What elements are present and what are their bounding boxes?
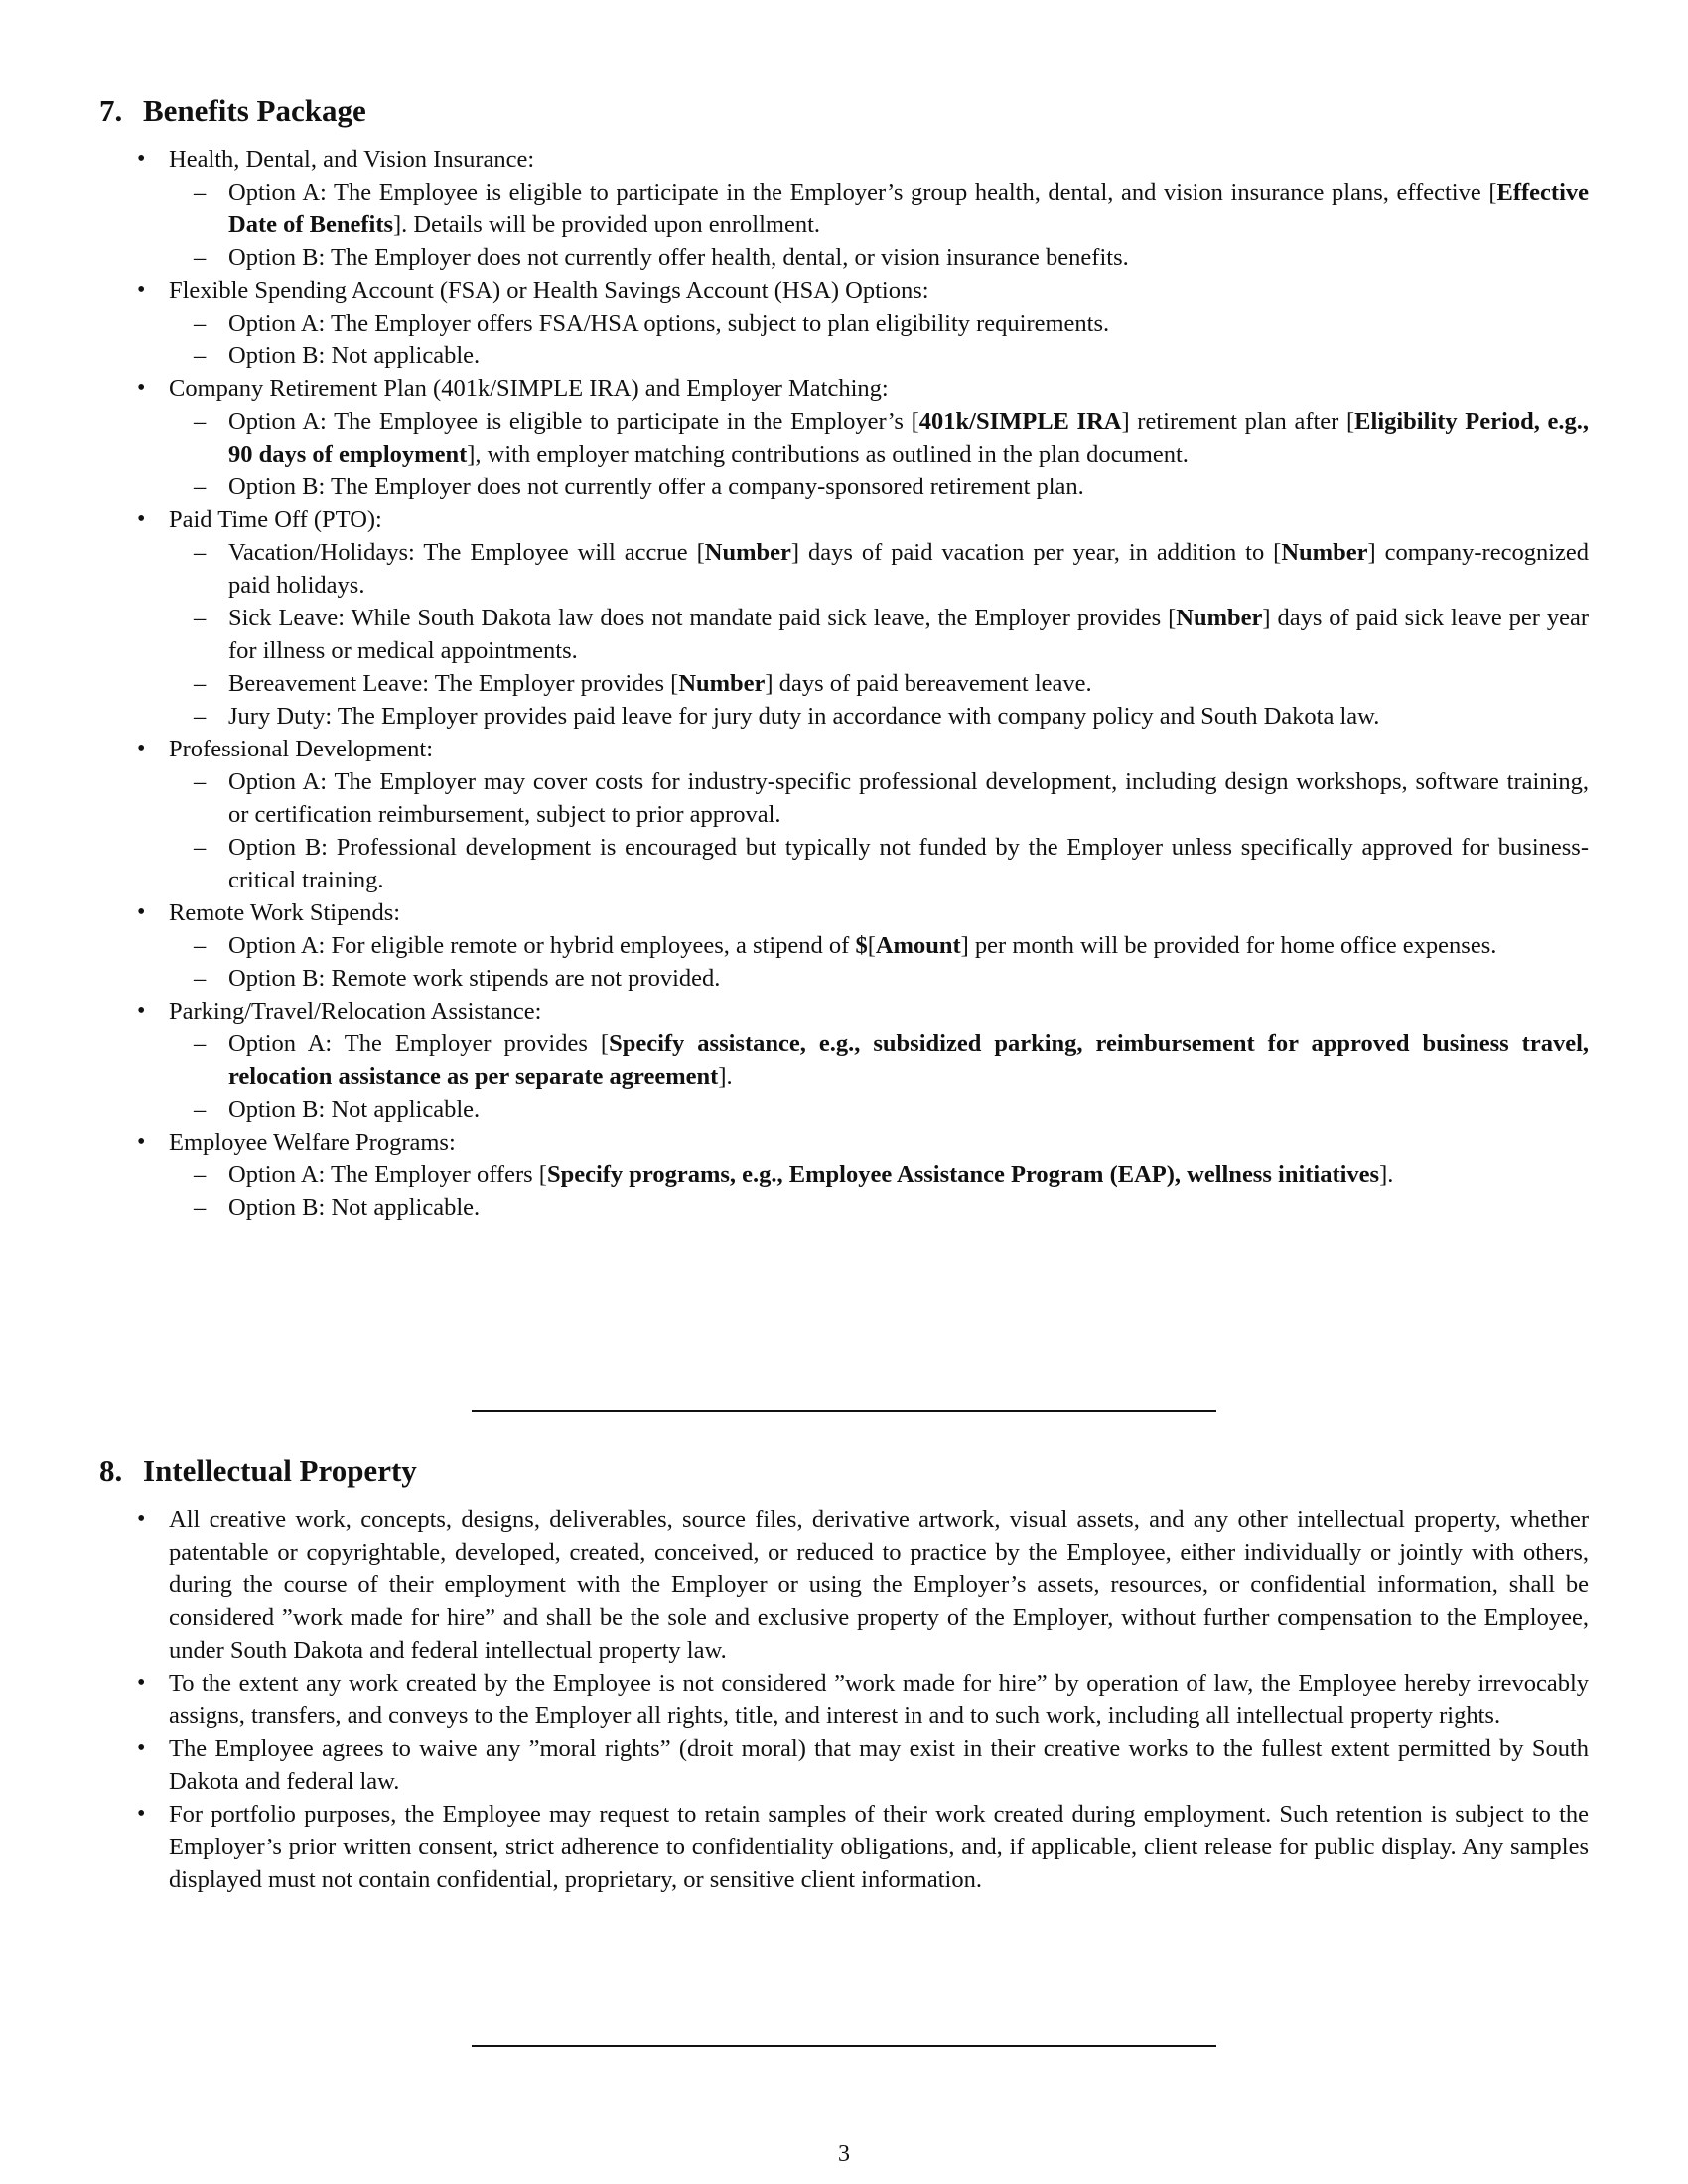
option-text: Option A: The Employer offers FSA/HSA options, subject to plan eligibility requirements. <box>228 310 1110 337</box>
ip-clause-text: For portfolio purposes, the Employee may request to retain samples of their work created during employment. Such retention is subject to the Employer’s prior written consent, strict adherence to confidentiality obligations, and, if applicable, client release for public display. Any samples displayed must not contain confidential, proprietary, or sensitive client information. <box>169 1801 1589 1893</box>
benefit-item <box>99 733 1589 896</box>
section-intellectual-property <box>99 1451 1589 1896</box>
option-text: ], with employer matching contributions as outlined in the plan document. <box>467 441 1189 468</box>
bullet-marker: • <box>137 1801 146 1827</box>
benefit-option <box>169 405 1589 471</box>
benefit-option <box>169 831 1589 896</box>
benefit-item-label: Health, Dental, and Vision Insurance: <box>169 146 535 173</box>
benefit-option <box>169 929 1589 962</box>
benefit-option <box>169 241 1589 274</box>
benefit-item-label: Remote Work Stipends: <box>169 899 401 926</box>
ip-clause <box>99 1503 1589 1667</box>
placeholder-field: Specify assistance, e.g., subsidized parking, reimbursement for approved business travel, relocation assistance as per separate agreement <box>228 1030 1589 1090</box>
placeholder-field: Eligibility Period, e.g., 90 days of employment <box>228 408 1589 468</box>
option-text: Option A: The Employer provides [ <box>228 1030 610 1057</box>
benefit-option <box>169 307 1589 340</box>
benefit-item <box>99 503 1589 733</box>
placeholder-field: Amount <box>875 932 961 959</box>
benefit-item <box>99 1126 1589 1224</box>
option-text: Bereavement Leave: The Employer provides [ <box>228 670 679 697</box>
option-text: ] days of paid sick leave per year for illness or medical appointments. <box>228 605 1589 664</box>
option-text: Option B: Remote work stipends are not provided. <box>228 965 721 992</box>
option-text: Vacation/Holidays: The Employee will accrue [ <box>228 539 705 566</box>
option-text: Option B: Professional development is encouraged but typically not funded by the Employer unless specifically approved for business-critical training. <box>228 834 1589 893</box>
benefit-item <box>99 896 1589 995</box>
benefit-option <box>169 667 1589 700</box>
section-title: Benefits Package <box>143 93 366 128</box>
option-text: Option A: The Employee is eligible to participate in the Employer’s [ <box>228 408 919 435</box>
placeholder-field: Number <box>678 670 766 697</box>
benefit-option-list <box>169 929 1589 995</box>
benefit-option <box>169 176 1589 241</box>
dash-marker: – <box>194 1161 207 1188</box>
benefit-option <box>169 536 1589 602</box>
section-title: Intellectual Property <box>143 1453 417 1488</box>
benefit-item <box>99 995 1589 1126</box>
benefit-option <box>169 602 1589 667</box>
benefit-option <box>169 471 1589 503</box>
ip-clause-text: The Employee agrees to waive any ”moral rights” (droit moral) that may exist in their creative works to the fullest extent permitted by South Dakota and federal law. <box>169 1735 1589 1795</box>
dash-marker: – <box>194 605 207 631</box>
option-text: Option B: Not applicable. <box>228 1096 481 1123</box>
benefit-option <box>169 1191 1589 1224</box>
benefit-option-list <box>169 1027 1589 1126</box>
dash-marker: – <box>194 310 207 337</box>
dash-marker: – <box>194 768 207 795</box>
option-text: Option A: The Employer may cover costs for industry-specific professional development, including design workshops, software training, or certification reimbursement, subject to prior approval. <box>228 768 1589 828</box>
option-text: ] per month will be provided for home office expenses. <box>960 932 1497 959</box>
bullet-marker: • <box>137 506 146 532</box>
option-text: Option B: The Employer does not currently offer health, dental, or vision insurance benefits. <box>228 244 1129 271</box>
dash-marker: – <box>194 408 207 435</box>
dash-marker: – <box>194 539 207 566</box>
dash-marker: – <box>194 965 207 992</box>
benefit-option-list <box>169 405 1589 503</box>
bullet-marker: • <box>137 375 146 401</box>
option-text: Option A: The Employee is eligible to participate in the Employer’s group health, dental, and vision insurance plans, effective [ <box>228 179 1497 205</box>
option-text: ]. Details will be provided upon enrollment. <box>393 211 821 238</box>
horizontal-rule <box>472 1410 1216 1412</box>
dash-marker: – <box>194 342 207 369</box>
benefit-item-label: Paid Time Off (PTO): <box>169 506 382 533</box>
horizontal-rule <box>472 2045 1216 2047</box>
option-text: ] days of paid vacation per year, in addition to [ <box>790 539 1282 566</box>
dash-marker: – <box>194 1030 207 1057</box>
dash-marker: – <box>194 1194 207 1221</box>
bullet-marker: • <box>137 1129 146 1155</box>
option-text: ] retirement plan after [ <box>1121 408 1355 435</box>
option-text: Option B: The Employer does not currently offer a company-sponsored retirement plan. <box>228 474 1084 500</box>
ip-clause-text: To the extent any work created by the Employee is not considered ”work made for hire” by operation of law, the Employee hereby irrevocably assigns, transfers, and conveys to the Employer all rights, title, and interest in and to such work, including all intellectual property rights. <box>169 1670 1589 1729</box>
dash-marker: – <box>194 670 207 697</box>
benefit-option-list <box>169 176 1589 274</box>
option-text: [ <box>867 932 876 959</box>
option-text: ]. <box>1379 1161 1394 1188</box>
dash-marker: – <box>194 703 207 730</box>
benefit-option <box>169 962 1589 995</box>
ip-clause <box>99 1667 1589 1732</box>
benefit-option <box>169 765 1589 831</box>
bullet-marker: • <box>137 736 146 761</box>
benefit-item-label: Company Retirement Plan (401k/SIMPLE IRA) and Employer Matching: <box>169 375 889 402</box>
dash-marker: – <box>194 179 207 205</box>
placeholder-field: 401k/SIMPLE IRA <box>918 408 1122 435</box>
option-text: Sick Leave: While South Dakota law does not mandate paid sick leave, the Employer provides [ <box>228 605 1177 631</box>
option-text: ] days of paid bereavement leave. <box>765 670 1092 697</box>
benefit-option <box>169 1159 1589 1191</box>
bullet-marker: • <box>137 998 146 1024</box>
benefit-option-list <box>169 536 1589 733</box>
option-text: ]. <box>718 1063 733 1090</box>
benefit-item-label: Flexible Spending Account (FSA) or Health Savings Account (HSA) Options: <box>169 277 929 304</box>
ip-list <box>99 1503 1589 1896</box>
benefit-item-label: Employee Welfare Programs: <box>169 1129 456 1156</box>
benefit-item-label: Professional Development: <box>169 736 434 762</box>
benefit-item <box>99 274 1589 372</box>
bullet-marker: • <box>137 277 146 303</box>
placeholder-field: $ <box>855 932 868 959</box>
benefits-list <box>99 143 1589 1224</box>
bullet-marker: • <box>137 1735 146 1761</box>
placeholder-field: Specify programs, e.g., Employee Assistance Program (EAP), wellness initiatives <box>546 1161 1380 1188</box>
page-number: 3 <box>838 2141 850 2167</box>
bullet-marker: • <box>137 1670 146 1696</box>
benefit-option-list <box>169 307 1589 372</box>
benefit-option-list <box>169 1159 1589 1224</box>
placeholder-field: Effective Date of Benefits <box>228 179 1589 238</box>
benefit-option <box>169 1027 1589 1093</box>
ip-clause <box>99 1732 1589 1798</box>
dash-marker: – <box>194 932 207 959</box>
bullet-marker: • <box>137 899 146 925</box>
section-number: 7. <box>99 93 123 128</box>
placeholder-field: Number <box>1281 539 1368 566</box>
option-text: Option A: The Employer offers [ <box>228 1161 547 1188</box>
dash-marker: – <box>194 834 207 861</box>
option-text: Jury Duty: The Employer provides paid leave for jury duty in accordance with company policy and South Dakota law. <box>228 703 1380 730</box>
option-text: ] company-recognized paid holidays. <box>228 539 1590 599</box>
dash-marker: – <box>194 244 207 271</box>
section-heading-ip <box>99 1451 1589 1491</box>
bullet-marker: • <box>137 146 146 172</box>
option-text: Option B: Not applicable. <box>228 342 481 369</box>
ip-clause <box>99 1798 1589 1896</box>
placeholder-field: Number <box>704 539 791 566</box>
option-text: Option A: For eligible remote or hybrid employees, a stipend of <box>228 932 856 959</box>
benefit-option <box>169 340 1589 372</box>
benefit-item-label: Parking/Travel/Relocation Assistance: <box>169 998 542 1024</box>
benefit-option-list <box>169 765 1589 896</box>
section-heading-benefits <box>99 91 1589 131</box>
section-number: 8. <box>99 1453 123 1488</box>
bullet-marker: • <box>137 1506 146 1532</box>
benefit-item <box>99 143 1589 274</box>
dash-marker: – <box>194 474 207 500</box>
placeholder-field: Number <box>1176 605 1263 631</box>
dash-marker: – <box>194 1096 207 1123</box>
benefit-option <box>169 1093 1589 1126</box>
ip-clause-text: All creative work, concepts, designs, deliverables, source files, derivative artwork, visual assets, and any other intellectual property, whether patentable or copyrightable, developed, created, conceived, or reduced to practice by the Employee, either individually or jointly with others, during the course of their employment with the Employer or using the Employer’s assets, resources, or confidential information, shall be considered ”work made for hire” and shall be the sole and exclusive property of the Employer, without further compensation to the Employee, under South Dakota and federal intellectual property law. <box>169 1506 1589 1664</box>
benefit-option <box>169 700 1589 733</box>
section-benefits-package <box>99 91 1589 1224</box>
benefit-item <box>99 372 1589 503</box>
option-text: Option B: Not applicable. <box>228 1194 481 1221</box>
